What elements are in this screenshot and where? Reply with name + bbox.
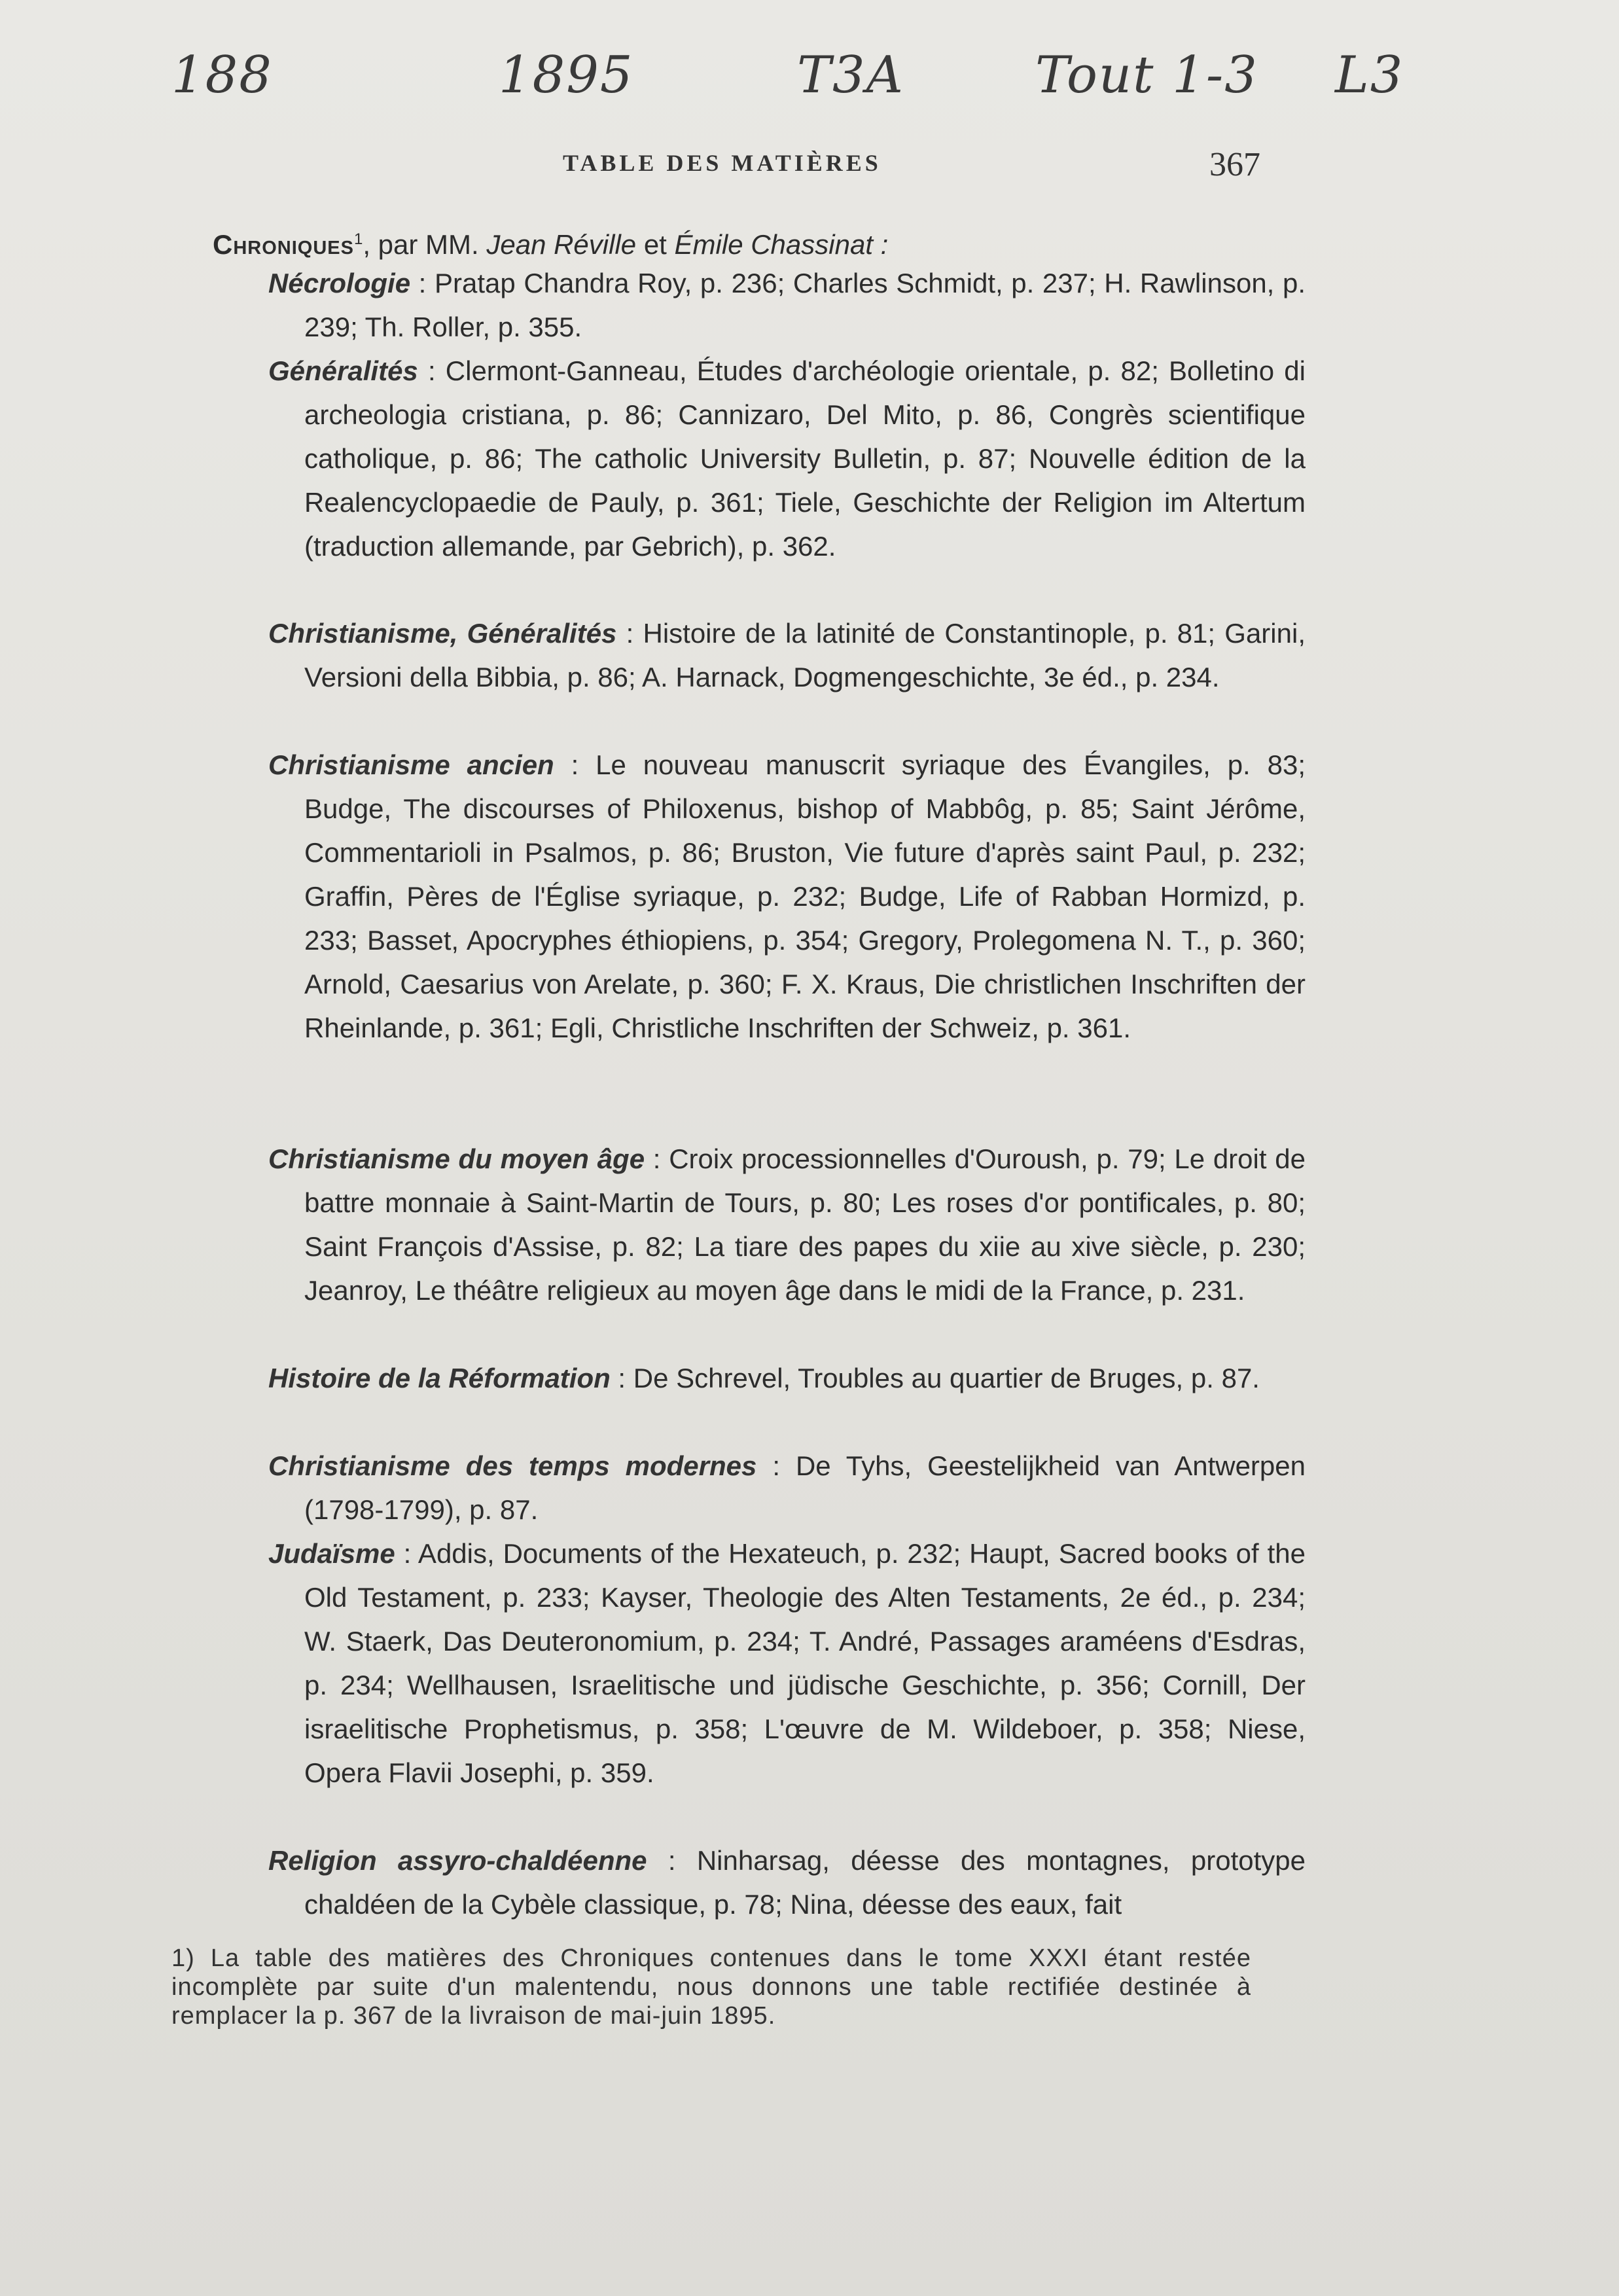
handwritten-mark: L3 (1335, 46, 1404, 105)
entry-text: : Addis, Documents of the Hexateuch, p. 232; Haupt, Sacred books of the Old Testament, p. 233; Kayser, Theologie des Alten Testaments, 2e éd., p. 234; W. Staerk, Das Deuteronomium, p. 234; T. André, Passages araméens d'Esdras, p. 234; Wellhausen, Israelitische und jüdische Geschichte, p. 356; Cornill, Der israelitische Prophetismus, p. 358; L'œuvre de M. Wildeboer, p. 358; Niese, Opera Flavii Josephi, p. 359. (304, 1538, 1306, 1788)
entry-label: Judaïsme (268, 1538, 395, 1569)
section-heading (213, 217, 888, 266)
entry-label: Christianisme du moyen âge (268, 1143, 645, 1174)
entry-text: : De Tyhs, Geestelijkheid van Antwerpen (1798-1799), p. 87. (304, 1450, 1306, 1525)
entry-text: : Histoire de la latinité de Constantinople, p. 81; Garini, Versioni della Bibbia, p. 86; A. Harnack, Dogmengeschichte, 3e éd., p. 234. (304, 618, 1306, 692)
entry-text: : De Schrevel, Troubles au quartier de Bruges, p. 87. (610, 1363, 1260, 1393)
page-number: 367 (1209, 146, 1260, 183)
handwritten-mark: Tout 1-3 (1035, 46, 1258, 105)
entry-text: : Ninharsag, déesse des montagnes, prototype chaldéen de la Cybèle classique, p. 78; Nina, déesse des eaux, fait (304, 1845, 1306, 1920)
entry-label: Christianisme ancien (268, 749, 554, 780)
entry-text: : Croix processionnelles d'Ouroush, p. 79; Le droit de battre monnaie à Saint-Martin de Tours, p. 80; Les roses d'or pontificales, p. 80; Saint François d'Assise, p. 82; La tiare des papes du xiie au xive siècle, p. 230; Jeanroy, Le théâtre religieux au moyen âge dans le midi de la France, p. 231. (304, 1143, 1306, 1306)
footnote-mark: 1 (353, 230, 363, 248)
toc-entry (268, 261, 1306, 349)
handwritten-mark: 1895 (499, 46, 634, 105)
entry-label: Histoire de la Réformation (268, 1363, 611, 1393)
running-title: TABLE DES MATIÈRES (563, 150, 881, 176)
entry-label: Généralités (268, 355, 418, 386)
handwritten-mark: 188 (171, 46, 273, 105)
handwritten-mark: T3A (797, 46, 904, 105)
entry-label: Nécrologie (268, 268, 411, 298)
handwritten-annotations (0, 33, 1619, 124)
toc-entry (268, 1839, 1306, 1926)
entry-label: Christianisme, Généralités (268, 618, 617, 649)
footnote: 1) La table des matières des Chroniques contenues dans le tome XXXI étant restée incomplète par suite d'un malentendu, nous donnons une table rectifiée destinée à remplacer la p. 367 de la livraison de mai-juin 1895. (171, 1945, 1251, 2030)
toc-entry (268, 349, 1306, 568)
toc-entry (268, 1444, 1306, 1532)
heading-connector: et (643, 229, 667, 260)
entry-text: : Pratap Chandra Roy, p. 236; Charles Schmidt, p. 237; H. Rawlinson, p. 239; Th. Roller, p. 355. (304, 268, 1306, 342)
entry-text: : Clermont-Ganneau, Études d'archéologie orientale, p. 82; Bolletino di archeologia cristiana, p. 86; Cannizaro, Del Mito, p. 86, Congrès scientifique catholique, p. 86; The catholic University Bulletin, p. 87; Nouvelle édition de la Realencyclopaedie de Pauly, p. 361; Tiele, Geschichte der Religion im Altertum (traduction allemande, par Gebrich), p. 362. (304, 355, 1306, 562)
toc-entry (268, 611, 1306, 699)
heading-prefix: Chroniques (213, 229, 354, 260)
heading-by: , par MM. (363, 229, 479, 260)
entry-label: Religion assyro-chaldéenne (268, 1845, 647, 1876)
toc-entry (268, 1532, 1306, 1795)
entry-label: Christianisme des temps modernes (268, 1450, 757, 1481)
entry-text: : Le nouveau manuscrit syriaque des Évangiles, p. 83; Budge, The discourses of Philoxenus, bishop of Mabbôg, p. 85; Saint Jérôme, Commentarioli in Psalmos, p. 86; Bruston, Vie future d'après saint Paul, p. 232; Graffin, Pères de l'Église syriaque, p. 232; Budge, Life of Rabban Hormizd, p. 233; Basset, Apocryphes éthiopiens, p. 354; Gregory, Prolegomena N. T., p. 360; Arnold, Caesarius von Arelate, p. 360; F. X. Kraus, Die christlichen Inschriften der Rheinlande, p. 361; Egli, Christliche Inschriften der Schweiz, p. 361. (304, 749, 1306, 1043)
author-name: Émile Chassinat : (674, 229, 889, 260)
toc-entry (268, 1356, 1306, 1400)
author-name: Jean Réville (486, 229, 637, 260)
toc-entry (268, 1137, 1306, 1312)
toc-entry (268, 743, 1306, 1050)
